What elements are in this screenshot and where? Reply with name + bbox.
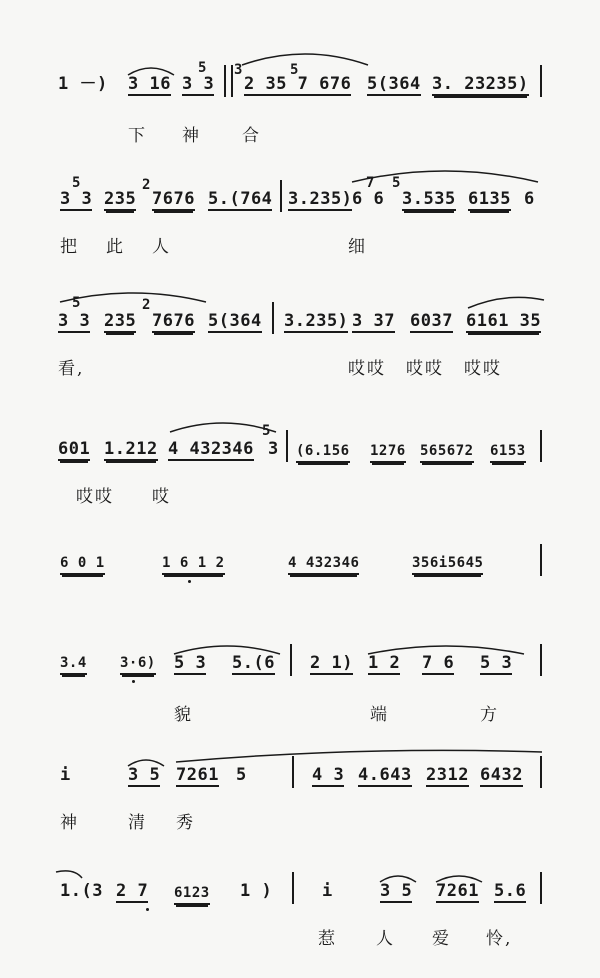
note-group: 3 37 [352, 311, 395, 331]
note-group: 6123 [174, 884, 210, 905]
slur [126, 754, 166, 768]
note-group: 3 3 [182, 74, 215, 94]
note-group: 3. 23235) [432, 74, 529, 94]
barline [540, 644, 542, 676]
note-group: 7261 [176, 765, 219, 785]
note-group: 235 [104, 311, 137, 331]
lyric: 秀 [176, 813, 195, 833]
note-group: (6.156 [296, 442, 350, 463]
barline [231, 65, 233, 97]
note-group: 4.643 [358, 765, 412, 785]
grace-note: 5 [72, 295, 81, 311]
note-group: 3.235) [288, 189, 353, 209]
slur [434, 870, 484, 884]
note-group: 565672 [420, 442, 474, 463]
note-group: 6161 35 [466, 311, 542, 331]
note-group: 2312 [426, 765, 469, 785]
note-group: 2 1) [310, 653, 353, 673]
note-group: 3 5 [128, 765, 161, 785]
lyric: 细 [348, 237, 367, 257]
note-group: 6 6 [352, 189, 385, 209]
slur [350, 164, 540, 184]
note-group: 7261 [436, 881, 479, 901]
note-group: 356i5645 [412, 554, 483, 575]
grace-note: 5 [72, 175, 81, 191]
slur [366, 640, 526, 656]
note-group: 7 6 [422, 653, 455, 673]
note-group: 4 432346 [288, 554, 359, 575]
slur [172, 640, 282, 656]
grace-note: 2 [142, 177, 151, 193]
lyric: 哎哎 [406, 359, 444, 379]
note-group: 5 3 [174, 653, 207, 673]
grace-note: 5 [262, 423, 271, 439]
grace-note: 2 [142, 297, 151, 313]
note-group: 235 [104, 189, 137, 209]
barline [280, 180, 282, 212]
note-group: 7676 [152, 311, 195, 331]
slur [58, 286, 208, 304]
note-group: 5 [236, 765, 247, 785]
lyric: 人 [376, 929, 395, 949]
slur [54, 868, 84, 882]
note-group: 1 2 [368, 653, 401, 673]
lyric: 惹 [318, 929, 337, 949]
note-group: i [322, 881, 333, 901]
note-group: 5(364 [367, 74, 421, 94]
barline [540, 65, 542, 97]
note-group: 1.(3 [60, 881, 103, 901]
lyric: 把 [60, 237, 79, 257]
note-group: 3 3 [60, 189, 93, 209]
grace-note: 3 [234, 62, 243, 78]
note-group: 5(364 [208, 311, 262, 331]
barline [540, 544, 542, 576]
lyric: 此 [106, 237, 125, 257]
lyric: 哎哎 [348, 359, 386, 379]
note-group: 3.4 [60, 654, 87, 675]
lyric: 人 [152, 237, 171, 257]
slur [378, 870, 418, 884]
note-group: 3.235) [284, 311, 349, 331]
lyric: 清 [128, 813, 147, 833]
lyric: 端 [370, 705, 389, 725]
lyric: 貌 [174, 705, 193, 725]
note-group: 1 6 1 2 [162, 554, 225, 575]
note-group: 6037 [410, 311, 453, 331]
note-group: 6135 [468, 189, 511, 209]
slur [240, 47, 370, 67]
note-group: 1 －) [58, 74, 108, 94]
note-group: 3 [268, 439, 279, 459]
lyric: 合 [242, 126, 261, 146]
lyric: 怜, [486, 929, 513, 949]
note-group: 7676 [152, 189, 195, 209]
note-group: 3.535 [402, 189, 456, 209]
barline [540, 872, 542, 904]
grace-note: 5 [392, 175, 401, 191]
note-group: 3 3 [58, 311, 91, 331]
note-group: 3·6) [120, 654, 156, 675]
lyric: 哎 [152, 487, 171, 507]
slur [126, 61, 176, 77]
note-group: 6 0 1 [60, 554, 105, 575]
barline [292, 872, 294, 904]
lyric: 神 [60, 813, 79, 833]
note-group: 6 [524, 189, 535, 209]
note-group: 601 [58, 439, 91, 459]
barline [290, 644, 292, 676]
lyric: 下 [128, 126, 147, 146]
note-group: 5.(6 [232, 653, 275, 673]
slur [466, 294, 546, 310]
lyric: 看, [58, 359, 85, 379]
note-group: 2 35 7 676 [244, 74, 352, 94]
note-group: i [60, 765, 71, 785]
octave-dot [188, 580, 191, 583]
grace-note: 7 [366, 175, 375, 191]
note-group: 4 432346 [168, 439, 254, 459]
lyric: 哎哎 [464, 359, 502, 379]
note-group: 5.6 [494, 881, 527, 901]
lyric: 哎哎 [76, 487, 114, 507]
note-group: 3 16 [128, 74, 171, 94]
lyric: 神 [182, 126, 201, 146]
note-group: 2 7 [116, 881, 149, 901]
slur [174, 748, 544, 764]
note-group: 1276 [370, 442, 406, 463]
grace-note: 5 [290, 62, 299, 78]
note-group: 6153 [490, 442, 526, 463]
note-group: 1.212 [104, 439, 158, 459]
lyric: 爱 [432, 929, 451, 949]
barline [272, 302, 274, 334]
barline [286, 430, 288, 462]
barline [540, 430, 542, 462]
octave-dot [146, 908, 149, 911]
octave-dot [132, 680, 135, 683]
note-group: 3 5 [380, 881, 413, 901]
barline [224, 65, 226, 97]
note-group: 5 3 [480, 653, 513, 673]
lyric: 方 [480, 705, 499, 725]
slur [168, 416, 278, 434]
note-group: 1 ) [240, 881, 273, 901]
note-group: 4 3 [312, 765, 345, 785]
note-group: 5.(764 [208, 189, 273, 209]
note-group: 6432 [480, 765, 523, 785]
grace-note: 5 [198, 60, 207, 76]
